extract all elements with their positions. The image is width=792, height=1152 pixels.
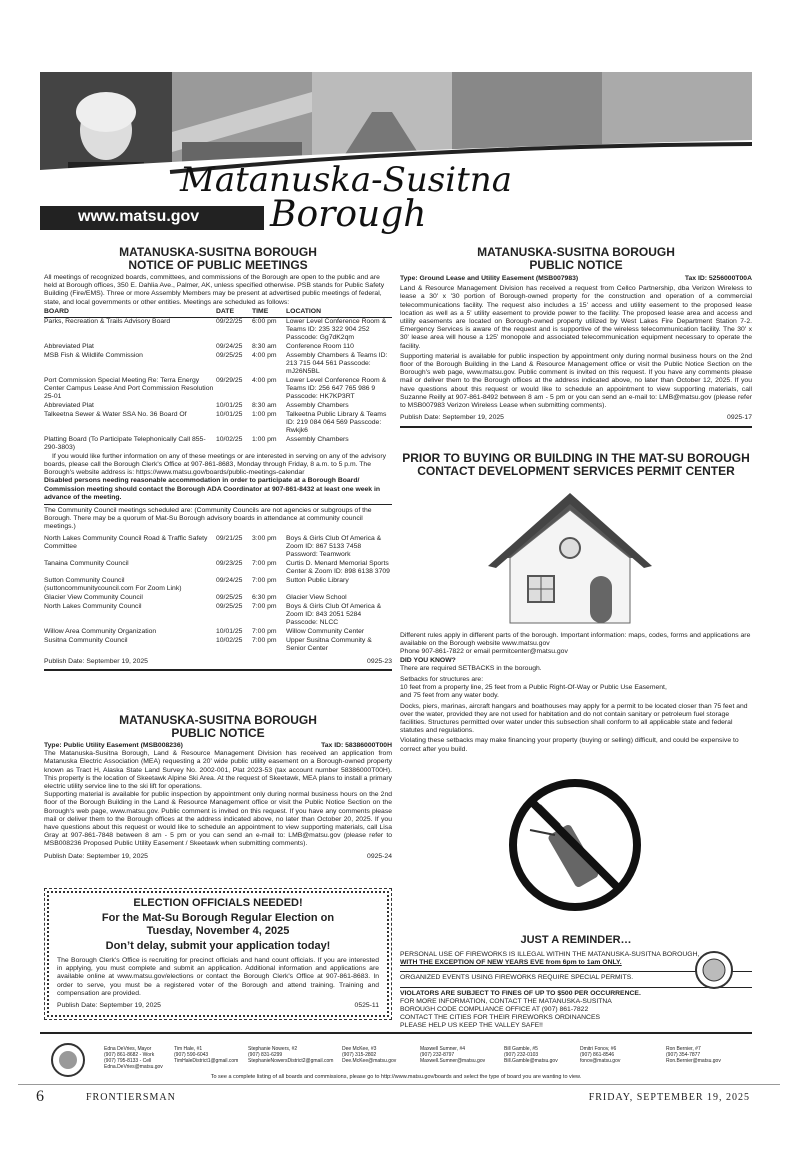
- table-cell: 7:00 pm: [252, 602, 277, 610]
- table-cell: Talkeetna Sewer & Water SSA No. 36 Board Of: [44, 410, 187, 418]
- table-cell: 10/01/25: [216, 627, 243, 635]
- member-line: fonov@matsu.gov: [580, 1058, 621, 1064]
- table-row: [44, 317, 392, 343]
- member-line: Ron.Bernier@matsu.gov: [666, 1058, 721, 1064]
- member-line: (907) 861-8682 - Work: [104, 1052, 155, 1058]
- assembly-member: [248, 1046, 333, 1064]
- notice-code: 0525-11: [354, 1002, 379, 1010]
- member-line: Bill.Gamble@matsu.gov: [504, 1058, 558, 1064]
- table-cell: Glacier View School: [286, 593, 347, 601]
- reminder-title: JUST A REMINDER…: [520, 934, 632, 946]
- table-cell: 10/01/25: [216, 401, 243, 409]
- page-number: 6: [36, 1088, 44, 1105]
- member-line: (907) 795-8133 - Cell: [104, 1058, 152, 1064]
- table-row: [44, 637, 392, 654]
- setback-warning: Violating these setbacks may make financing your property (buying or selling) difficult, and could be expensive to correct after you build.: [400, 737, 739, 753]
- member-line: Edna.DeVries@matsu.gov: [104, 1064, 163, 1070]
- table-row: [44, 377, 392, 402]
- member-line: Maxwell.Sumner@matsu.gov: [420, 1058, 486, 1064]
- member-line: (907) 861-8546: [580, 1052, 615, 1058]
- table-cell: Abbreviated Plat: [44, 401, 94, 409]
- notice-heading: MATANUSKA-SUSITNA BOROUGH: [119, 245, 317, 259]
- member-line: TimHaleDistrict1@gmail.com: [174, 1058, 239, 1064]
- table-cell: Assembly Chambers & Teams ID: 213 715 044 561 Passcode: mJ26N5BL: [286, 351, 388, 375]
- table-cell: Curtis D. Menard Memorial Sports Center & Zoom ID: 898 6138 3709: [286, 559, 390, 575]
- notice-code: 0925-24: [367, 852, 392, 860]
- paper-name: FRONTIERSMAN: [86, 1092, 176, 1103]
- assembly-member: [174, 1046, 238, 1064]
- member-line: Tim Hale, #1: [174, 1046, 203, 1052]
- notice-body: The Matanuska-Susitna Borough, Land & Resource Management Division has received an application from Matanuska Electric Association (MEA) requesting a 20' wide public utility easement on a Borough-owned property known as Tract H, Alaska State Land Survey No. 2002-001, Plat 2023-53 (tax account number 58386000T00H). This property is the location of Skeetawk Alpine Ski Area. At the request of Skeetawk, MEA plans to install a primary electric utility service line to the ski lift for operations.: [44, 750, 392, 791]
- table-cell: 8:30 am: [252, 342, 277, 350]
- election-date: Tuesday, November 4, 2025: [146, 925, 290, 937]
- table-row: [44, 577, 392, 594]
- reminder-line: WITH THE EXCEPTION OF NEW YEARS EVE from 6pm to 1am ONLY.: [400, 959, 622, 967]
- member-line: Ron Bernier, #7: [666, 1046, 701, 1052]
- table-cell: 09/24/25: [216, 576, 243, 584]
- issue-date: FRIDAY, SEPTEMBER 19, 2025: [588, 1092, 750, 1103]
- publish-date: Publish Date: September 19, 2025: [57, 1002, 161, 1010]
- reminder-line: BOROUGH CODE COMPLIANCE OFFICE AT (907) 861-7822: [400, 1006, 589, 1014]
- table-cell: 4:00 pm: [252, 351, 277, 359]
- permit-contact: Phone 907-861-7822 or email permitcenter@matsu.gov: [400, 648, 568, 656]
- permit-center-notice: [400, 452, 752, 478]
- publish-date: Publish Date: September 19, 2025: [44, 852, 148, 860]
- table-row: [44, 560, 392, 577]
- table-cell: 4:00 pm: [252, 376, 277, 384]
- member-line: Dee McKee, #3: [342, 1046, 377, 1052]
- did-you-know: DID YOU KNOW?: [400, 656, 456, 664]
- masthead-url[interactable]: www.matsu.gov: [40, 206, 264, 230]
- docks-rule: Docks, piers, marinas, aircraft hangars and boathouses may apply for a permit to be located closer than 75 feet and over the water, provided they are not used for habitation and do not contain sanitary or petroleum fuel storage facilities. Structures permitted over water under this subsection shall conform to all applicable state and federal statutes and regulations.: [400, 702, 748, 735]
- table-cell: 09/25/25: [216, 351, 243, 359]
- table-cell: 09/29/25: [216, 376, 243, 384]
- table-cell: 7:00 pm: [252, 576, 277, 584]
- notice-subheading: PUBLIC NOTICE: [529, 258, 623, 272]
- table-cell: Assembly Chambers: [286, 435, 349, 443]
- table-cell: North Lakes Community Council Road & Traffic Safety Committee: [44, 534, 208, 550]
- table-cell: Willow Community Center: [286, 627, 365, 635]
- table-cell: 09/25/25: [216, 593, 243, 601]
- member-line: Stephanie Nowers, #2: [248, 1046, 298, 1052]
- assembly-footer: [40, 1032, 752, 1080]
- reminder-line: VIOLATORS ARE SUBJECT TO FINES OF UP TO $500 PER OCCURRENCE.: [400, 987, 752, 998]
- borough-seal-icon: [50, 1042, 86, 1078]
- table-cell: Lower Level Conference Room & Teams ID: 235 322 904 252 Passcode: Gg7dK2qm: [286, 317, 387, 341]
- reminder-line: ORGANIZED EVENTS USING FIREWORKS REQUIRE SPECIAL PERMITS.: [400, 971, 752, 982]
- boards-link-line[interactable]: To see a complete listing of all boards and commissions, please go to http://www.matsu.gov/boards and select the type of board you are wanting to view.: [210, 1074, 582, 1080]
- member-line: Maxwell Sumner, #4: [420, 1046, 466, 1052]
- table-row: [44, 343, 392, 352]
- member-line: Bill Gamble, #5: [504, 1046, 538, 1052]
- reminder-line: FOR MORE INFORMATION, CONTACT THE MATANUSKA-SUSITNA: [400, 997, 612, 1005]
- table-row: [44, 594, 392, 603]
- table-cell: Port Commission Special Meeting Re: Terra Energy Center Campus Lease And Port Commission Resolution 25-01: [44, 376, 214, 400]
- assembly-member: [504, 1046, 558, 1064]
- notice-subheading: NOTICE OF PUBLIC MEETINGS: [128, 258, 308, 272]
- table-row: [44, 436, 392, 453]
- member-line: (907) 232-0103: [504, 1052, 539, 1058]
- table-cell: Parks, Recreation & Trails Advisory Board: [44, 317, 171, 325]
- member-line: (907) 232-8797: [420, 1052, 455, 1058]
- cc-intro: The Community Council meetings scheduled are: (Community Councils are not agencies or subgroups of the Borough. There may be a quorum of Mat-Su Borough advisory boards in attendance at community council meetings.): [44, 507, 372, 531]
- reminder-line: PERSONAL USE OF FIREWORKS IS ILLEGAL WITHIN THE MATANUSKA-SUSITNA BOROUGH,: [400, 951, 700, 958]
- table-cell: Glacier View Community Council: [44, 593, 143, 601]
- table-row: [44, 411, 392, 436]
- notice-body-2: Supporting material is available for public inspection by appointment only during normal business hours on the 2nd floor of the Borough Building in the Land & Resource Management office or visit the Public Notice Section on the Borough's web page, www.matsu.gov. Public comment is invited on this request. If you have any comments please mail or deliver them to the Borough offices at the address indicated above, no later than October 20, 2025. If you have questions about this request or would like to schedule an appointment to view supporting materials, call Lisa Gray at 907-861-7848 between 8 am - 5 pm or you can send an e-mail to: LMB@matsu.gov (please refer to MSB008236 Proposed Public Utility Easement / Skeetawk when submitting comments).: [44, 791, 392, 848]
- table-cell: 8:30 am: [252, 401, 277, 409]
- utility-easement-notice: [44, 714, 392, 861]
- tax-id: Tax ID: 5256000T00A: [684, 275, 752, 282]
- notice-subheading: PUBLIC NOTICE: [171, 726, 265, 740]
- notice-body: Land & Resource Management Division has received a request from Cellco Partnership, dba Verizon Wireless to lease a 30' x '30 portion of Borough-owned property for the construction and operation of a commercial telecommunications facility. The request also includes a 15' access and utility easement to the proposed lease location as well as a 5' utility easement to provide power to the facility. The proposed lease area and access and utility easements are located on Borough-owned property utilized by West Lakes Fire Department Station 7-2. Emergency Services is aware of the request and is supportive of the wireless telecommunication facility. The 30' x 30' lease area will house a 125' monopole and associated telecommunication equipment necessary to operate the facility.: [400, 285, 752, 350]
- notice-code: 0925-23: [367, 657, 392, 665]
- notice-body-2: Supporting material is available for public inspection by appointment only during normal business hours on the 2nd floor of the Borough Building in the Land & Resource Management office or visit the Public Notice Section on the Borough's web page, www.matsu.gov. Public comment is invited on this request. If you have any comments please mail or deliver them to the Borough offices at the address indicated above, no later than October 12, 2025. If you have questions about this request or would like to schedule an appointment to view supporting materials, call Suzanne Reilly at 907-861-8492 between 8 am - 5 pm or you can send an e-mail to: LMB@matsu.gov (please refer to MSB007983 Verizon Wireless Lease when submitting comments).: [400, 352, 752, 410]
- table-row: [44, 535, 392, 560]
- page-rule: [18, 1084, 780, 1085]
- table-cell: North Lakes Community Council: [44, 602, 142, 610]
- table-cell: 7:00 pm: [252, 559, 277, 567]
- notice-heading: MATANUSKA-SUSITNA BOROUGH: [119, 713, 317, 727]
- table-cell: 09/23/25: [216, 559, 243, 567]
- table-cell: 6:30 pm: [252, 593, 277, 601]
- member-line: StephanieNowersDistrict2@gmail.com: [248, 1058, 334, 1064]
- code-compliance-seal-icon: [694, 950, 734, 990]
- reminder-line: CONTACT THE CITIES FOR THEIR FIREWORKS ORDINANCES: [400, 1014, 601, 1022]
- table-cell: 09/24/25: [216, 342, 243, 350]
- notice-type: Type: Ground Lease and Utility Easement (MSB007983): [400, 275, 579, 282]
- table-cell: Willow Area Community Organization: [44, 627, 157, 635]
- table-cell: Abbreviated Plat: [44, 342, 94, 350]
- table-cell: 6:00 pm: [252, 317, 277, 325]
- publish-date: Publish Date: September 19, 2025: [400, 414, 504, 422]
- notice-code: 0925-17: [727, 414, 752, 422]
- table-cell: 10/02/25: [216, 435, 243, 443]
- election-call: Don’t delay, submit your application today!: [105, 940, 331, 952]
- notice-subheading: CONTACT DEVELOPMENT SERVICES PERMIT CENTER: [417, 464, 735, 478]
- table-cell: Lower Level Conference Room & Teams ID: 256 647 765 986 9 Passcode: HK7KP3RT: [286, 376, 387, 400]
- notice-heading: MATANUSKA-SUSITNA BOROUGH: [477, 245, 675, 259]
- table-cell: 09/25/25: [216, 602, 243, 610]
- table-cell: 1:00 pm: [252, 410, 277, 418]
- ada-notice: Disabled persons needing reasonable accommodation in order to participate at a Borough Board/ Commission meeting should contact the Borough ADA Coordinator at 907-861-8432 at least one week in advance of the meeting.: [44, 477, 392, 505]
- assembly-member: [666, 1046, 721, 1064]
- table-cell: 09/22/25: [216, 317, 243, 325]
- table-cell: Boys & Girls Club Of America & Zoom ID: 843 2051 5284 Passcode: NLCC: [286, 602, 382, 626]
- public-meetings-notice: [44, 246, 392, 671]
- election-title: ELECTION OFFICIALS NEEDED!: [133, 897, 303, 909]
- member-line: Dmitri Fonov, #6: [580, 1046, 617, 1052]
- member-line: (907) 315-2802: [342, 1052, 377, 1058]
- table-cell: 1:00 pm: [252, 435, 277, 443]
- no-fireworks-icon: [505, 775, 645, 915]
- table-cell: Boys & Girls Club Of America & Zoom ID: 867 5133 7458 Password: Teamwork: [286, 534, 382, 558]
- table-cell: Talkeetna Public Library & Teams ID: 219 084 064 569 Passcode: Rwkjk6: [286, 410, 387, 434]
- assembly-member: [104, 1046, 163, 1070]
- notice-type: Type: Public Utility Easement (MSB008236): [44, 742, 183, 749]
- election-officials-box: [44, 888, 392, 1020]
- table-row: [44, 603, 392, 628]
- permit-info: Different rules apply in different parts of the borough. Important information: maps, codes, forms and applications are available on the Borough website www.matsu.gov: [400, 632, 751, 648]
- house-icon: [480, 488, 660, 628]
- table-cell: MSB Fish & Wildlife Commission: [44, 351, 143, 359]
- masthead-title: Matanuska-Susitna: [180, 160, 512, 200]
- table-cell: 7:00 pm: [252, 636, 277, 644]
- meetings-info: If you would like further information on any of these meetings or are interested in serving on any of the advisory boards, please call the Borough Clerk's Office at 907-861-8683, Monday through Friday, 8 a.m. to 5 p.m. The Borough's website address is: https://www.matsu.gov/boards/public-meetings-calendar: [44, 452, 386, 477]
- table-row: [44, 352, 392, 377]
- assembly-member: [420, 1046, 485, 1064]
- assembly-member: [342, 1046, 396, 1064]
- table-cell: Conference Room 110: [286, 342, 354, 350]
- meetings-table: BOARD DATE TIME LOCATION Parks, Recreation & Trails Advisory Board 09/22/25 6:00 pm Lower Level Conference Room & Teams ID: 235 322 904 252 Passcode: Gg7dK2qm Abbreviated Plat 09/24/25 8:30 am Conference Room 110 MSB Fish & Wildlife Commission 09/25/25 4:00 pm Assembly Chambers & Teams ID: 213 715 044 561 Passcode: mJ26N5BL Port Commission Special Meeting Re: Terra Energy Center Campus Lease And Port Commission Resolution 25-01 09/29/25 4:00 pm Lower Level Conference Room & Teams ID: 256 647 765 986 9 Passcode: HK7KP3RT Abbreviated Plat 10/01/25 8:30 am Assembly Chambers Talkeetna Sewer & Water SSA No. 36 Board Of 10/01/25 1:00 pm Talkeetna Public Library & Teams ID: 219 084 064 569 Passcode: Rwkjk6 Platting Board (To Participate Telephonically Call 855-290-3803) 10/02/25 1:00 pm Assembly Chambers: [44, 308, 392, 453]
- table-row: [44, 402, 392, 411]
- setback-line: and 75 feet from any water body.: [400, 692, 499, 700]
- setbacks-required: There are required SETBACKS in the borough.: [400, 664, 542, 672]
- member-line: Edna DeVries, Mayor: [104, 1046, 152, 1052]
- election-line: For the Mat-Su Borough Regular Election on: [101, 912, 335, 924]
- table-cell: 10/01/25: [216, 410, 243, 418]
- table-cell: 09/21/25: [216, 534, 243, 542]
- member-line: (907) 831-6299: [248, 1052, 283, 1058]
- member-line: (907) 590-6043: [174, 1052, 209, 1058]
- table-cell: Platting Board (To Participate Telephonically Call 855-290-3803): [44, 435, 206, 451]
- member-line: (907) 354-7877: [666, 1052, 701, 1058]
- meetings-intro: All meetings of recognized boards, committees, and commissions of the Borough are open to the public and are held at Borough offices, 350 E. Dahlia Ave., Palmer, AK, unless specified otherwise. PSB stands for Public Safety Building (Fire/EMS). Three or more Assembly Members may be present at advertised public meetings of federal, state, and local governments or other entities. Meetings are scheduled as follows:: [44, 274, 385, 306]
- table-cell: Tanaina Community Council: [44, 559, 129, 567]
- tax-id: Tax ID: 58386000T00H: [321, 742, 392, 749]
- table-cell: 7:00 pm: [252, 627, 277, 635]
- reminder-line: PLEASE HELP US KEEP THE VALLEY SAFE!!: [400, 1022, 543, 1030]
- table-cell: Sutton Community Council (suttoncommunitycouncil.com For Zoom Link): [44, 576, 182, 592]
- publish-date: Publish Date: September 19, 2025: [44, 657, 148, 665]
- table-cell: 3:00 pm: [252, 534, 277, 542]
- setback-line: Setbacks for structures are:: [400, 676, 484, 684]
- member-line: Dee.McKee@matsu.gov: [342, 1058, 397, 1064]
- table-cell: Susitna Community Council: [44, 636, 128, 644]
- table-cell: Sutton Public Library: [286, 576, 349, 584]
- setback-line: 10 feet from a property line, 25 feet from a Public Right-Of-Way or Public Use Easement,: [400, 684, 667, 692]
- election-body: The Borough Clerk's Office is recruiting for precinct officials and hand count officials. If you are interested in applying, you must complete and submit an application. Additional information and applications are available online at www.matsu.gov/elections or contact the Borough Clerk's Office at 907-861-8683. In order to serve, you must be a registered voter of the Borough and attend training. Training and compensation are provided.: [57, 957, 379, 997]
- notice-heading: PRIOR TO BUYING OR BUILDING IN THE MAT-SU BOROUGH: [402, 451, 750, 465]
- table-cell: Assembly Chambers: [286, 401, 349, 409]
- assembly-member: [580, 1046, 620, 1064]
- table-row: [44, 628, 392, 637]
- table-cell: 10/02/25: [216, 636, 243, 644]
- table-cell: Upper Susitna Community & Senior Center: [286, 636, 372, 652]
- ground-lease-notice: [400, 246, 752, 428]
- community-council-table: [44, 535, 392, 654]
- masthead-title-borough: Borough: [270, 194, 427, 235]
